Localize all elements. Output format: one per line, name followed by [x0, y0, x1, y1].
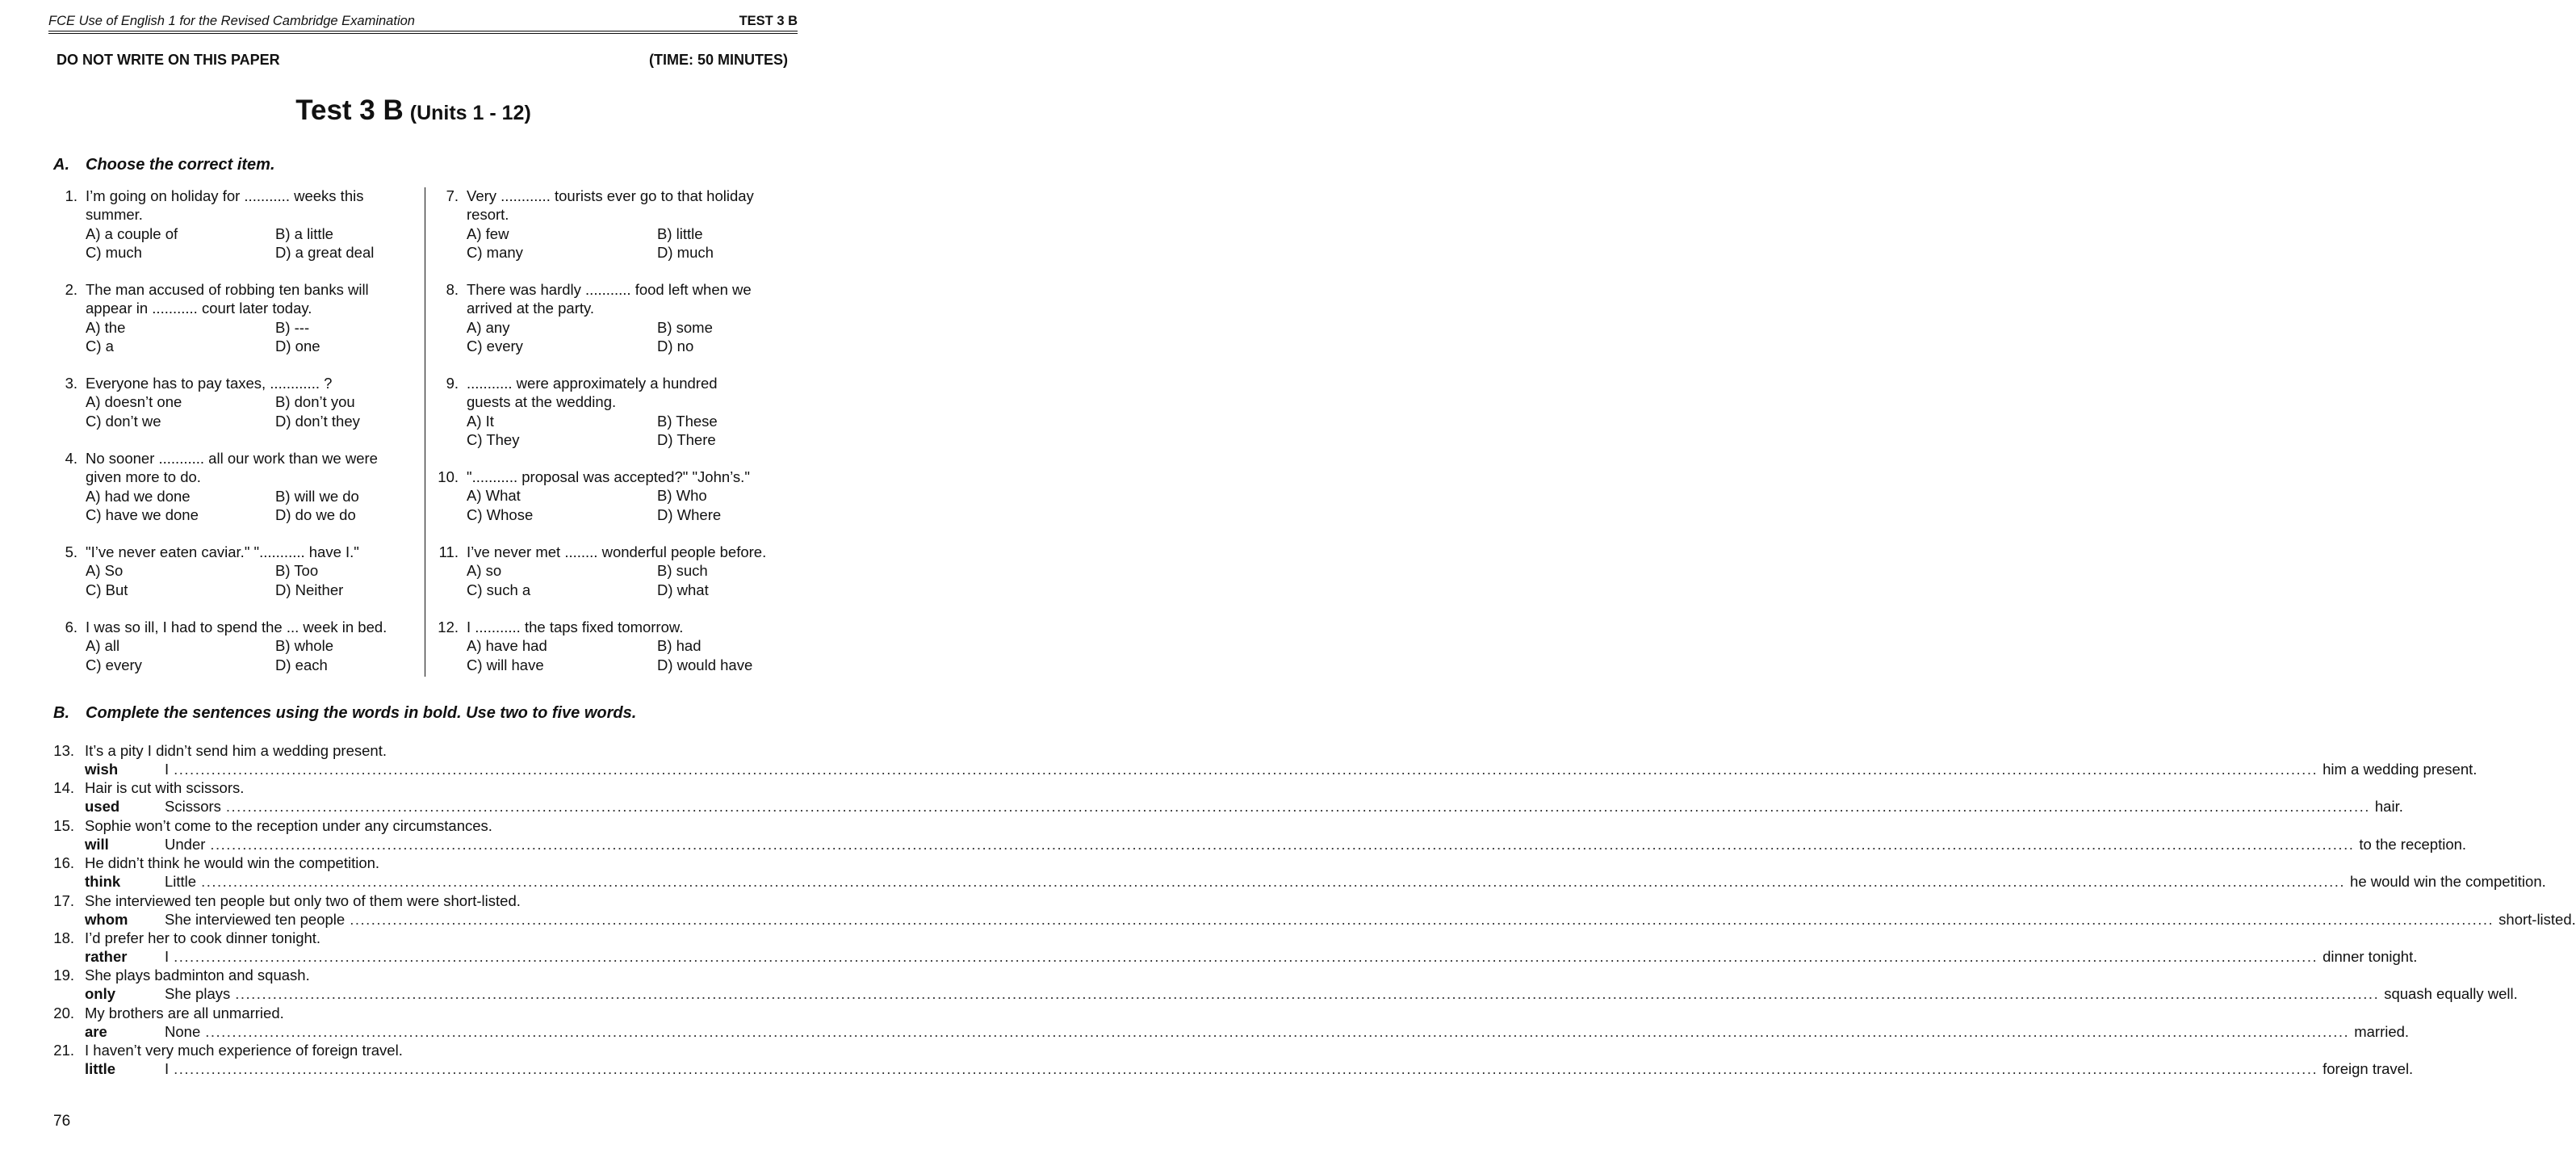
- test-label: TEST 3 B: [739, 13, 798, 28]
- sentence-end: married.: [2354, 1022, 2410, 1040]
- question-text-line1: I’m going on holiday for ........... weeks this: [86, 187, 364, 204]
- option-a: A) It: [467, 412, 494, 430]
- option-d: D) much: [657, 243, 714, 261]
- option-c: C) will have: [467, 656, 544, 673]
- transformation-item: [48, 779, 2403, 816]
- page-title: [0, 94, 827, 127]
- question-text-line1: I’ve never met ........ wonderful people before.: [467, 543, 767, 560]
- original-sentence: My brothers are all unmarried.: [85, 1004, 284, 1021]
- option-b: B) These: [657, 412, 718, 430]
- item-number: 15.: [53, 816, 74, 834]
- question-text-line1: I ........... the taps fixed tomorrow.: [467, 619, 684, 635]
- option-b: B) will we do: [275, 487, 359, 505]
- answer-line: [165, 1060, 2414, 1078]
- option-a: A) the: [86, 318, 126, 336]
- answer-line: [165, 1022, 2410, 1041]
- sentence-start: I: [165, 948, 170, 965]
- answer-blank: ................................................................................................................................................................................................................................................................................................................................................................................................................: [210, 835, 2355, 853]
- question-number: 9.: [446, 375, 459, 392]
- original-sentence: She plays badminton and squash.: [85, 967, 310, 984]
- key-word: whom: [85, 910, 128, 928]
- question-item: [438, 374, 809, 455]
- option-d: D) one: [275, 337, 320, 354]
- answer-blank: ................................................................................................................................................................................................................................................................................................................................................................................................................: [201, 873, 2346, 891]
- transformation-item: [48, 854, 2546, 891]
- option-a: A) so: [467, 562, 502, 580]
- question-text-line2: guests at the wedding.: [467, 393, 617, 411]
- notice-bar: [57, 52, 788, 71]
- question-item: [57, 543, 428, 623]
- transformation-item: [48, 742, 2478, 779]
- item-number: 13.: [53, 742, 74, 759]
- sentence-start: None: [165, 1022, 201, 1040]
- question-item: [438, 543, 809, 623]
- key-word: rather: [85, 948, 128, 965]
- question-text-line1: "........... proposal was accepted?" "John’s.": [467, 468, 750, 485]
- sentence-end: to the reception.: [2359, 835, 2467, 853]
- option-a: A) have had: [467, 637, 547, 655]
- key-word: wish: [85, 761, 119, 778]
- option-c: C) such a: [467, 581, 531, 598]
- question-number: 10.: [438, 468, 459, 485]
- option-b: B) had: [657, 637, 702, 655]
- sentence-end: foreign travel.: [2323, 1060, 2414, 1078]
- section-b-instruction: Complete the sentences using the words in bold. Use two to five words.: [86, 704, 637, 722]
- option-a: A) a couple of: [86, 224, 178, 242]
- answer-blank: ................................................................................................................................................................................................................................................................................................................................................................................................................: [174, 761, 2318, 778]
- answer-blank: ................................................................................................................................................................................................................................................................................................................................................................................................................: [174, 1060, 2318, 1078]
- question-text-line1: Very ............ tourists ever go to that holiday: [467, 187, 754, 204]
- option-d: D) a great deal: [275, 243, 375, 261]
- option-b: B) little: [657, 224, 703, 242]
- option-a: A) few: [467, 224, 509, 242]
- original-sentence: Sophie won’t come to the reception under any circumstances.: [85, 816, 492, 834]
- option-c: C) have we done: [86, 505, 199, 523]
- item-number: 14.: [53, 779, 74, 797]
- sentence-start: She plays: [165, 985, 231, 1003]
- option-c: C) don’t we: [86, 412, 161, 430]
- key-word: only: [85, 985, 116, 1003]
- section-a-letter: A.: [53, 156, 69, 174]
- question-number: 8.: [446, 281, 459, 298]
- key-word: little: [85, 1060, 116, 1078]
- answer-line: [165, 910, 2576, 929]
- option-c: C) But: [86, 581, 128, 598]
- question-text-line2: appear in ........... court later today.: [86, 300, 312, 317]
- section-b-heading: [53, 704, 636, 723]
- answer-line: [165, 873, 2546, 891]
- option-b: B) Too: [275, 562, 319, 580]
- transformation-item: [48, 816, 2467, 854]
- answer-line: [165, 835, 2467, 854]
- option-c: C) a: [86, 337, 114, 354]
- item-number: 19.: [53, 967, 74, 984]
- question-item: [57, 449, 428, 530]
- question-number: 4.: [65, 450, 77, 467]
- option-c: C) many: [467, 243, 523, 261]
- option-c: C) much: [86, 243, 142, 261]
- item-number: 20.: [53, 1004, 74, 1021]
- sentence-start: I: [165, 761, 170, 778]
- answer-line: [165, 798, 2403, 816]
- question-item: [438, 618, 809, 698]
- transformation-item: [48, 891, 2576, 929]
- answer-line: [165, 761, 2478, 778]
- key-word: will: [85, 835, 109, 853]
- option-b: B) such: [657, 562, 708, 580]
- question-number: 5.: [65, 543, 77, 560]
- sentence-end: him a wedding present.: [2323, 761, 2478, 778]
- question-text-line1: "I’ve never eaten caviar." "........... have I.": [86, 543, 359, 560]
- page-number: 76: [53, 1113, 71, 1130]
- transformation-item: [48, 967, 2518, 1004]
- option-c: C) every: [467, 337, 523, 354]
- question-number: 11.: [438, 543, 459, 560]
- question-number: 12.: [438, 619, 459, 635]
- answer-line: [165, 948, 2418, 966]
- option-b: B) don’t you: [275, 393, 355, 411]
- question-number: 7.: [446, 187, 459, 204]
- time-limit: (TIME: 50 MINUTES): [648, 52, 788, 68]
- option-c: C) They: [467, 430, 520, 448]
- question-text-line2: resort.: [467, 206, 509, 224]
- key-word: used: [85, 798, 120, 816]
- question-item: [438, 468, 809, 548]
- item-number: 18.: [53, 929, 74, 946]
- running-header: [48, 11, 798, 31]
- question-number: 6.: [65, 619, 77, 635]
- question-text-line1: There was hardly ........... food left when we: [467, 281, 752, 298]
- answer-blank: ................................................................................................................................................................................................................................................................................................................................................................................................................: [350, 910, 2494, 928]
- question-item: [438, 187, 809, 267]
- sentence-start: She interviewed ten people: [165, 910, 346, 928]
- sentence-start: I: [165, 1060, 170, 1078]
- option-c: C) Whose: [467, 505, 534, 523]
- option-c: C) every: [86, 656, 142, 673]
- test-title: Test 3 B: [295, 94, 404, 126]
- option-d: D) Neither: [275, 581, 344, 598]
- original-sentence: I’d prefer her to cook dinner tonight.: [85, 929, 321, 946]
- option-b: B) a little: [275, 224, 333, 242]
- question-text-line1: Everyone has to pay taxes, ............ ?: [86, 375, 333, 392]
- option-b: B) whole: [275, 637, 333, 655]
- option-d: D) don’t they: [275, 412, 360, 430]
- question-text-line1: ........... were approximately a hundred: [467, 375, 718, 392]
- option-b: B) Who: [657, 487, 707, 505]
- question-item: [438, 280, 809, 361]
- option-b: B) some: [657, 318, 713, 336]
- sentence-end: short-listed.: [2499, 910, 2576, 928]
- option-d: D) no: [657, 337, 694, 354]
- question-item: [57, 187, 428, 267]
- option-a: A) had we done: [86, 487, 191, 505]
- transformation-item: [48, 1042, 2414, 1079]
- key-word: are: [85, 1022, 107, 1040]
- sentence-start: Little: [165, 873, 197, 891]
- original-sentence: I haven’t very much experience of foreign travel.: [85, 1042, 403, 1059]
- header-rule: [48, 31, 798, 34]
- item-number: 21.: [53, 1042, 74, 1059]
- option-d: D) do we do: [275, 505, 356, 523]
- answer-line: [165, 985, 2518, 1003]
- question-number: 2.: [65, 281, 77, 298]
- option-d: D) There: [657, 430, 716, 448]
- transformation-item: [48, 929, 2418, 967]
- answer-blank: ................................................................................................................................................................................................................................................................................................................................................................................................................: [235, 985, 2380, 1003]
- option-a: A) all: [86, 637, 120, 655]
- sentence-start: Under: [165, 835, 206, 853]
- option-a: A) So: [86, 562, 124, 580]
- original-sentence: He didn’t think he would win the competition.: [85, 854, 380, 872]
- question-item: [57, 618, 428, 698]
- answer-blank: ................................................................................................................................................................................................................................................................................................................................................................................................................: [225, 798, 2370, 816]
- question-text-line1: I was so ill, I had to spend the ... week in bed.: [86, 619, 387, 635]
- sentence-end: he would win the competition.: [2350, 873, 2546, 891]
- option-d: D) Where: [657, 505, 722, 523]
- question-text-line1: No sooner ........... all our work than we were: [86, 450, 378, 467]
- key-word: think: [85, 873, 121, 891]
- units-subtitle: (Units 1 - 12): [409, 102, 531, 124]
- question-text-line2: arrived at the party.: [467, 300, 595, 317]
- option-d: D) each: [275, 656, 328, 673]
- answer-blank: ................................................................................................................................................................................................................................................................................................................................................................................................................: [205, 1022, 2350, 1040]
- question-item: [57, 280, 428, 361]
- option-a: A) What: [467, 487, 521, 505]
- transformation-item: [48, 1004, 2410, 1042]
- question-text-line2: given more to do.: [86, 468, 201, 486]
- book-title: FCE Use of English 1 for the Revised Cambridge Examination: [48, 13, 415, 28]
- original-sentence: It’s a pity I didn’t send him a wedding present.: [85, 742, 387, 759]
- sentence-end: hair.: [2374, 798, 2403, 816]
- notice-left: DO NOT WRITE ON THIS PAPER: [57, 52, 280, 68]
- answer-blank: ................................................................................................................................................................................................................................................................................................................................................................................................................: [174, 948, 2318, 965]
- option-a: A) doesn’t one: [86, 393, 182, 411]
- question-number: 1.: [65, 187, 77, 204]
- original-sentence: She interviewed ten people but only two of them were short-listed.: [85, 891, 521, 909]
- option-b: B) ---: [275, 318, 310, 336]
- sentence-end: squash equally well.: [2384, 985, 2518, 1003]
- option-a: A) any: [467, 318, 510, 336]
- option-d: D) would have: [657, 656, 753, 673]
- item-number: 16.: [53, 854, 74, 872]
- item-number: 17.: [53, 891, 74, 909]
- sentence-start: Scissors: [165, 798, 221, 816]
- section-b-letter: B.: [53, 704, 69, 722]
- question-number: 3.: [65, 375, 77, 392]
- question-text-line2: summer.: [86, 206, 143, 224]
- section-a-heading: [53, 156, 275, 174]
- option-d: D) what: [657, 581, 709, 598]
- question-text-line1: The man accused of robbing ten banks will: [86, 281, 369, 298]
- original-sentence: Hair is cut with scissors.: [85, 779, 245, 797]
- section-a-instruction: Choose the correct item.: [86, 156, 275, 174]
- sentence-end: dinner tonight.: [2323, 948, 2418, 965]
- question-item: [57, 374, 428, 455]
